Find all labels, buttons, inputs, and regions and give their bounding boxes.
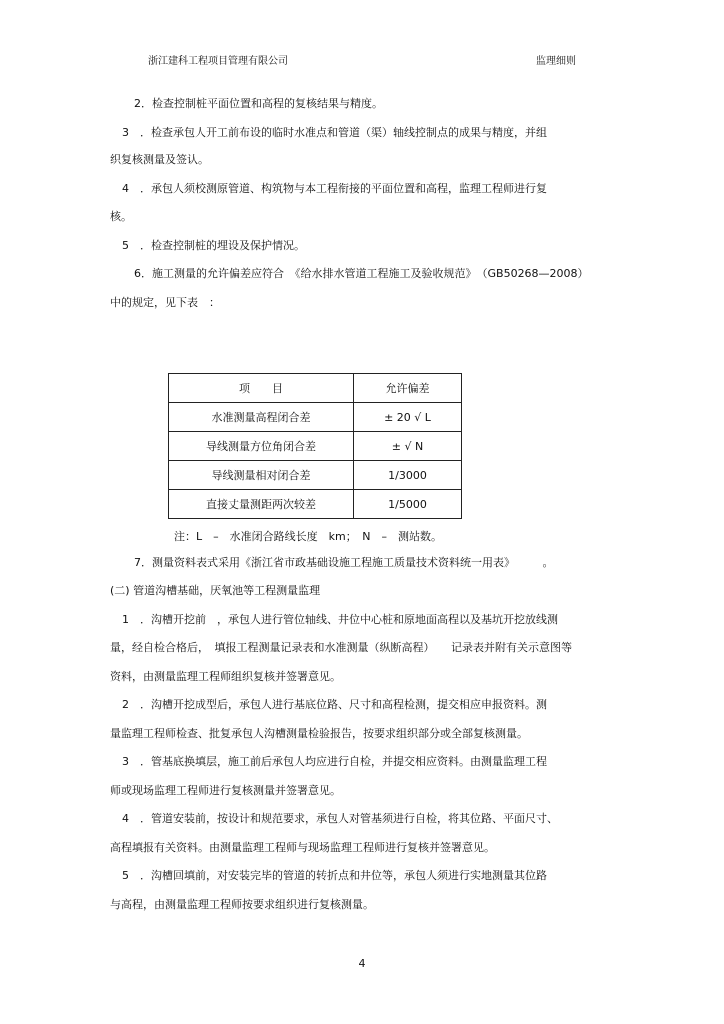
text-line: 5 ．沟槽回填前，对安装完毕的管道的转折点和井位等，承包人须进行实地测量其位路 [122, 869, 547, 882]
text-line: 师或现场监理工程师进行复核测量并签署意见。 [110, 784, 341, 797]
text-line: 4 ．管道安装前，按设计和规范要求，承包人对管基须进行自检，将其位路、平面尺寸、 [122, 812, 558, 825]
table-cell: ± 20 √ L [354, 403, 462, 432]
table-row [169, 490, 462, 519]
section-heading: (二) 管道沟槽基础，厌氧池等工程测量监理 [110, 584, 321, 597]
text-line: 3 ．检查承包人开工前布设的临时水准点和管道（渠）轴线控制点的成果与精度，并组 [122, 126, 547, 139]
text-line: 量监理工程师检查、批复承包人沟槽测量检验报告，按要求组织部分或全部复核测量。 [110, 727, 528, 740]
table-note: 注：L – 水准闭合路线长度 km； N – 测站数。 [174, 530, 442, 543]
table-cell: 导线测量方位角闭合差 [169, 432, 354, 461]
page-number: 4 [358, 957, 366, 970]
table-row [169, 403, 462, 432]
text-line: 织复核测量及签认。 [110, 153, 209, 166]
text-line: 核。 [110, 210, 132, 223]
text-line: 量，经自检合格后， 填报工程测量记录表和水准测量（纵断高程） 记录表并附有关示意图等 [110, 641, 572, 654]
text-line: 7．测量资料表式采用《浙江省市政基础设施工程施工质量技术资料统一用表》 。 [134, 556, 554, 569]
table-cell: 1/3000 [354, 461, 462, 490]
text-line: 5 ．检查控制桩的埋设及保护情况。 [122, 239, 305, 252]
table-row [169, 461, 462, 490]
header-company: 浙江建科工程项目管理有限公司 [148, 56, 288, 67]
table-header-item: 项 目 [169, 374, 354, 403]
text-line: 资料，由测量监理工程师组织复核并签署意见。 [110, 670, 341, 683]
text-line: 3 ．管基底换填层，施工前后承包人均应进行自检，并提交相应资料。由测量监理工程 [122, 755, 547, 768]
table-cell: 导线测量相对闭合差 [169, 461, 354, 490]
text-line: 中的规定，见下表 ： [110, 296, 220, 309]
text-line: 高程填报有关资料。由测量监理工程师与现场监理工程师进行复核并签署意见。 [110, 841, 495, 854]
text-line: 2．检查控制桩平面位置和高程的复核结果与精度。 [134, 97, 383, 110]
text-line: 与高程，由测量监理工程师按要求组织进行复核测量。 [110, 898, 374, 911]
header-doc-type: 监理细则 [536, 56, 576, 67]
table-cell: 直接丈量测距两次较差 [169, 490, 354, 519]
table-cell: ± √ N [354, 432, 462, 461]
table-cell: 1/5000 [354, 490, 462, 519]
table-header-row [169, 374, 462, 403]
tolerance-table [168, 373, 462, 519]
table-cell: 水准测量高程闭合差 [169, 403, 354, 432]
table-row [169, 432, 462, 461]
text-line: 1 ．沟槽开挖前 ，承包人进行管位轴线、井位中心桩和原地面高程以及基坑开挖放线测 [122, 613, 558, 626]
text-line: 6．施工测量的允许偏差应符合 《给水排水管道工程施工及验收规范》 （GB50268—2008） [134, 267, 589, 280]
text-line: 2 ．沟槽开挖成型后，承包人进行基底位路、尺寸和高程检测，提交相应申报资料。测 [122, 698, 547, 711]
table-header-tolerance: 允许偏差 [354, 374, 462, 403]
text-line: 4 ．承包人须校测原管道、构筑物与本工程衔接的平面位置和高程，监理工程师进行复 [122, 182, 547, 195]
